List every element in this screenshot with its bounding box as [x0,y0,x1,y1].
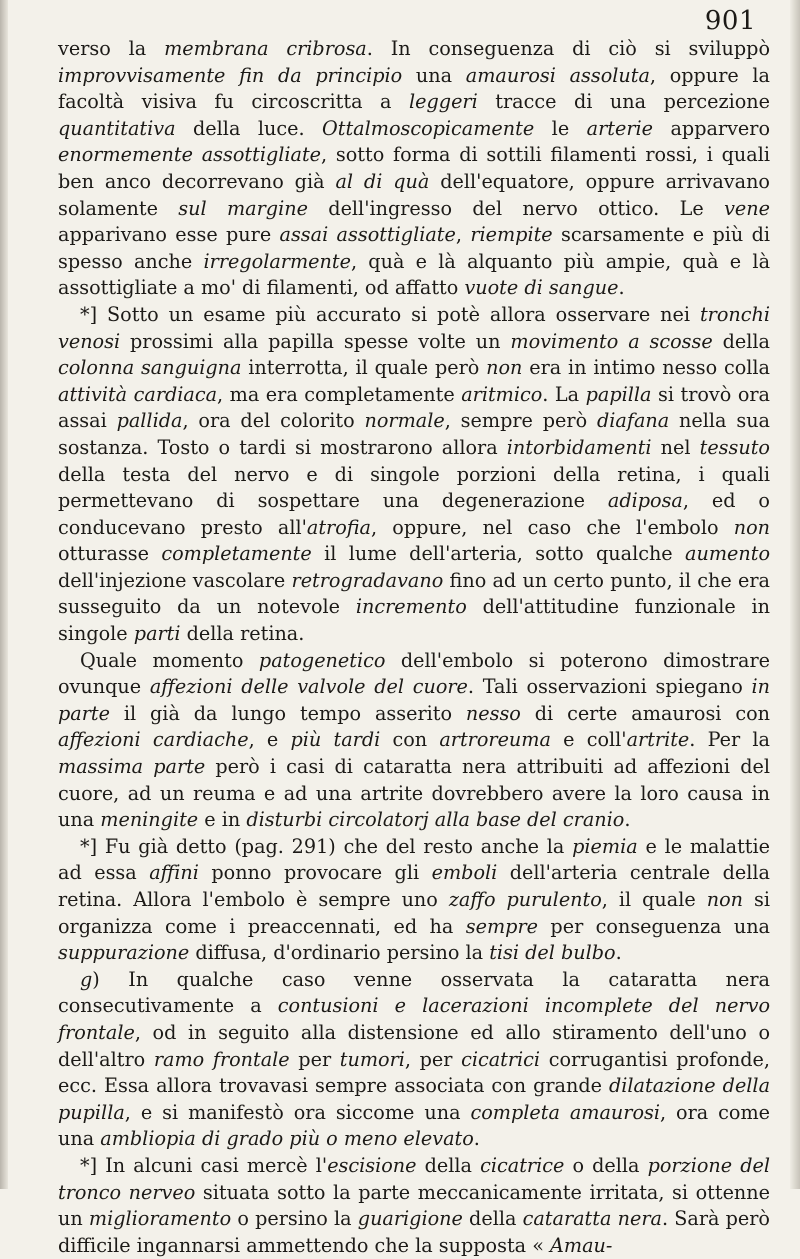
text-run: , oppure la facoltà visiva fu circoscritta a [58,63,770,114]
text-run: Quale momento [80,648,259,672]
text-run: e in [198,808,247,832]
italic-run: al di quà [335,169,430,193]
italic-run: non [706,888,743,911]
text-run: le [534,116,587,140]
text-run: interrotta, il quale però [241,356,487,380]
text-run: era in intimo nesso colla [522,356,770,380]
italic-run: pallida [116,409,183,433]
italic-run: retrogradavano [291,568,444,592]
italic-run: tumori [339,1047,405,1071]
italic-run: ramo frontale [153,1047,290,1071]
text-run: nel [651,435,700,459]
text-run: scarsamente e più di spesso anche [58,223,770,273]
italic-run: miglioramento [88,1207,232,1231]
text-run: , od in seguito alla distensione ed allo stiramento dell'uno o dell'altro [58,1020,770,1071]
text-run: si trovò ora assai [58,382,770,433]
italic-run: emboli [431,861,498,885]
italic-run: aritmico [461,382,543,406]
text-run: della [462,1207,523,1231]
text-run: situata sotto la parte meccanicamente irritata, si ottenne un [58,1180,771,1231]
italic-run: ambliopia di grado più o meno elevato [100,1127,474,1151]
text-run: , ora come una [58,1100,770,1151]
italic-run: cicatrice [480,1153,565,1177]
text-run: corrugantisi profonde, ecc. Essa allora trovavasi sempre associata con grande [58,1047,770,1098]
italic-run: diafana [596,409,670,433]
italic-run: più tardi [290,728,381,752]
text-run: . Sarà però difficile ingannarsi ammettendo che la supposta « [58,1207,770,1257]
italic-run: completa amaurosi [470,1100,660,1124]
italic-run: intorbidamenti [506,435,652,459]
italic-run: cicatrici [461,1047,541,1071]
text-run: *] Fu già detto (pag. 291) che del resto anche la [80,834,573,858]
text-run: *] Sotto un esame più accurato si potè allora osservare nei [80,302,700,326]
italic-run: non [733,515,770,539]
text-run: e le malattie ad essa [58,834,770,885]
text-run: della retina. [180,622,305,646]
text-run: . [615,941,622,965]
text-run: della [712,329,770,353]
italic-run: adiposa [607,489,683,513]
text-run: , e [248,728,291,752]
text-run: dell'arteria centrale della retina. Allora l'embolo è sempre uno [58,861,770,911]
text-run: otturasse [58,542,162,566]
text-run: . [473,1127,480,1151]
text-run: nella sua sostanza. Tosto o tardi si mostrarono allora [58,409,770,459]
italic-run: irregolarmente [203,249,351,273]
italic-run: leggeri [409,90,478,114]
italic-run: assai assottigliate [279,223,456,247]
paragraph [58,1153,770,1259]
text-run: , per [404,1047,462,1071]
paragraph [58,36,770,302]
text-run: , oppure, nel caso che l'embolo [371,515,734,539]
italic-run: cataratta nera [522,1207,662,1231]
text-run: o della [564,1153,648,1177]
italic-run: Ottalmoscopicamente [322,116,535,140]
italic-run: piemia [572,834,638,858]
italic-run: meningite [100,808,199,832]
italic-run: riempite [470,223,553,247]
text-run: . Per la [689,728,770,752]
text-run: tracce di una percezione [477,90,771,114]
italic-run: escisione [327,1153,417,1177]
italic-run: tronchi venosi [58,302,770,353]
text-run: , ma era completamente [217,382,462,406]
italic-run: atrofia [306,515,371,539]
text-run: verso la [58,37,165,60]
paragraph [58,967,770,1153]
italic-run: guarigione [357,1207,463,1231]
italic-run: amaurosi assoluta [465,63,650,87]
italic-run: sul margine [178,196,308,220]
italic-run: attività cardiaca [58,382,218,406]
text-run: *] In alcuni casi mercè l' [80,1153,328,1177]
italic-run: improvvisamente fin da principio [58,63,403,87]
italic-run: normale [364,409,445,433]
paragraph [58,648,770,834]
italic-run: affezioni delle valvole del cuore [149,675,468,699]
italic-run: affezioni cardiache [58,728,249,752]
italic-run: dilatazione della pupilla [58,1074,771,1124]
text-run: diffusa, d'ordinario persino la [189,941,490,965]
page-edge-right [790,0,800,1189]
text-run: una [402,63,466,87]
text-run: e coll' [550,728,627,752]
italic-run: disturbi circolatorj alla base del cranio [246,808,625,832]
text-run: , ora del colorito [182,409,365,433]
italic-run: aumento [685,542,770,566]
text-run: il lume dell'arteria, sotto qualche [311,542,686,566]
text-run: dell'attitudine funzionale in singole [58,595,770,646]
italic-run: zaffo purulento [448,888,602,911]
text-run: fino ad un certo punto, il che era susseguito da un notevole [58,568,770,619]
italic-run: nesso [465,701,521,725]
text-run: della [416,1153,481,1177]
text-run: . [618,276,625,300]
text-run: apparivano esse pure [58,223,280,247]
italic-run: vene [724,196,770,220]
italic-run: papilla [585,382,652,406]
text-run: . La [542,382,586,406]
italic-run: massima parte [58,755,206,779]
text-run: per conseguenza una [538,914,770,938]
text-run: dell'embolo si poterono dimostrare ovunque [58,648,770,699]
italic-run: artrite [626,728,690,752]
text-run: apparvero [653,116,771,140]
text-run: , [455,223,471,247]
text-run: , e si manifestò ora siccome una [124,1100,471,1124]
paragraph [58,834,770,967]
text-run: dell'injezione vascolare [58,568,292,592]
text-run: . Tali osservazioni spiegano [467,675,752,699]
page-number: 901 [704,6,756,36]
text-run: della testa del nervo e di singole porzioni della retina, i quali permettevano di sospettare una degenerazione [58,462,770,513]
text-run: ) In qualche caso venne osservata la cataratta nera consecutivamente a [58,967,770,1018]
text-run: , sotto forma di sottili filamenti rossi, i quali ben anco decorrevano già [58,143,770,193]
text-run: si organizza come i preaccennati, ed ha [58,888,770,938]
text-run: o persino la [231,1207,358,1231]
italic-run: suppurazione [58,941,190,965]
text-run: . [624,808,631,832]
italic-run: quantitativa [58,116,176,140]
body-text [58,36,770,1259]
text-run: ponno provocare gli [198,861,432,885]
text-run: il già da lungo tempo asserito [109,701,466,725]
italic-run: tisi del bulbo [489,941,616,965]
italic-run: membrana cribrosa [164,37,367,60]
text-run: per [289,1047,340,1071]
italic-run: sempre [465,914,538,938]
text-run: di certe amaurosi con [520,701,770,725]
text-run: . In conseguenza di ciò si sviluppò [366,37,770,60]
text-run: però i casi di cataratta nera attribuiti ad affezioni del cuore, ad un reuma e ad una artrite dovrebbero avere la loro causa in una [58,755,770,832]
italic-run: porzione del tronco nerveo [58,1153,771,1204]
italic-run: enormemente assottigliate [58,143,322,167]
italic-run: tessuto [699,435,770,459]
italic-run: non [486,356,523,380]
italic-run: artroreuma [439,728,551,752]
text-run: , sempre però [444,409,597,433]
page-edge-left [0,0,8,1189]
italic-run: movimento a scosse [510,329,713,353]
text-run: della luce. [175,116,323,140]
text-run: con [380,728,440,752]
paragraph [58,302,770,648]
italic-run: patogenetico [258,648,386,672]
text-run: , il quale [601,888,707,911]
italic-run: affini [149,861,199,885]
italic-run: incremento [355,595,467,619]
text-run: dell'ingresso del nervo ottico. Le [307,196,725,220]
text-run: dell'equatore, oppure arrivavano solamente [58,169,770,220]
italic-run: arterie [586,116,653,140]
italic-run: Amau- [550,1233,613,1257]
text-run: , ed o conducevano presto all' [58,489,770,539]
italic-run: in parte [58,675,770,725]
italic-run: vuote di sangue [464,276,619,300]
text-run: , quà e là alquanto più ampie, quà e là assottigliate a mo' di filamenti, od affatto [58,249,771,300]
italic-run: completamente [161,542,312,566]
italic-run: g [80,967,93,991]
italic-run: parti [133,622,181,646]
italic-run: contusioni e lacerazioni incomplete del nervo frontale [58,994,770,1044]
text-run: prossimi alla papilla spesse volte un [120,329,511,353]
italic-run: colonna sanguigna [58,356,242,380]
